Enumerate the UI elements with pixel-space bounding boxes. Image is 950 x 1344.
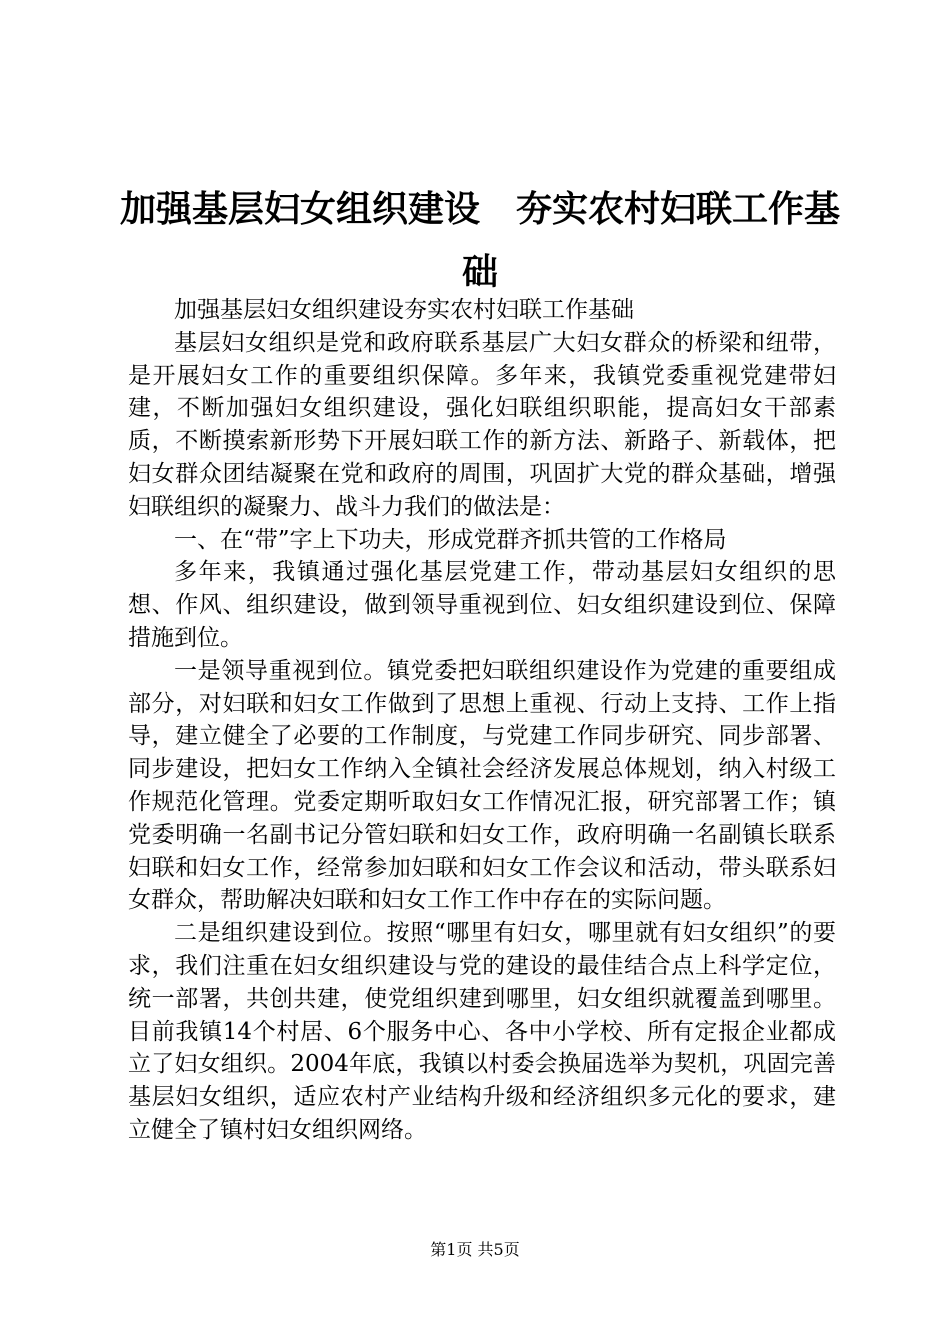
paragraph-section-1-summary: 多年来，我镇通过强化基层党建工作，带动基层妇女组织的思想、作风、组织建设，做到领导重视到位、妇女组织建设到位、保障措施到位。 [128, 559, 836, 651]
section-heading-1: 一、在“带”字上下功夫，形成党群齐抓共管的工作格局 [174, 526, 727, 553]
paragraph-intro: 基层妇女组织是党和政府联系基层广大妇女群众的桥梁和纽带，是开展妇女工作的重要组织保障。多年来，我镇党委重视党建带妇建，不断加强妇女组织建设，强化妇联组织职能，提高妇女干部素质，不断摸索新形势下开展妇联工作的新方法、新路子、新载体，把妇女群众团结凝聚在党和政府的周围，巩固扩大党的群众基础，增强妇联组织的凝聚力、战斗力我们的做法是： [128, 329, 836, 520]
page-indicator: 第1页 共5页 [430, 1240, 520, 1259]
page-footer [0, 1240, 950, 1260]
document-body [128, 294, 836, 1147]
paragraph-organization: 二是组织建设到位。按照“哪里有妇女，哪里就有妇女组织”的要求，我们注重在妇女组织建设与党的建设的最佳结合点上科学定位，统一部署，共创共建，使党组织建到哪里，妇女组织就覆盖到哪里。目前我镇14个村居、6个服务中心、各中小学校、所有定报企业都成立了妇女组织。2004年底，我镇以村委会换届选举为契机，巩固完善基层妇女组织，适应农村产业结构升级和经济组织多元化的要求，建立健全了镇村妇女组织网络。 [128, 920, 836, 1143]
paragraph-leadership: 一是领导重视到位。镇党委把妇联组织建设作为党建的重要组成部分，对妇联和妇女工作做到了思想上重视、行动上支持、工作上指导，建立健全了必要的工作制度，与党建工作同步研究、同步部署、同步建设，把妇女工作纳入全镇社会经济发展总体规划，纳入村级工作规范化管理。党委定期听取妇女工作情况汇报，研究部署工作；镇党委明确一名副书记分管妇联和妇女工作，政府明确一名副镇长联系妇联和妇女工作，经常参加妇联和妇女工作会议和活动，带头联系妇女群众，帮助解决妇联和妇女工作工作中存在的实际问题。 [128, 657, 836, 914]
paragraph-subtitle: 加强基层妇女组织建设夯实农村妇联工作基础 [174, 297, 634, 323]
document-title: 加强基层妇女组织建设 夯实农村妇联工作基础 [120, 188, 841, 293]
